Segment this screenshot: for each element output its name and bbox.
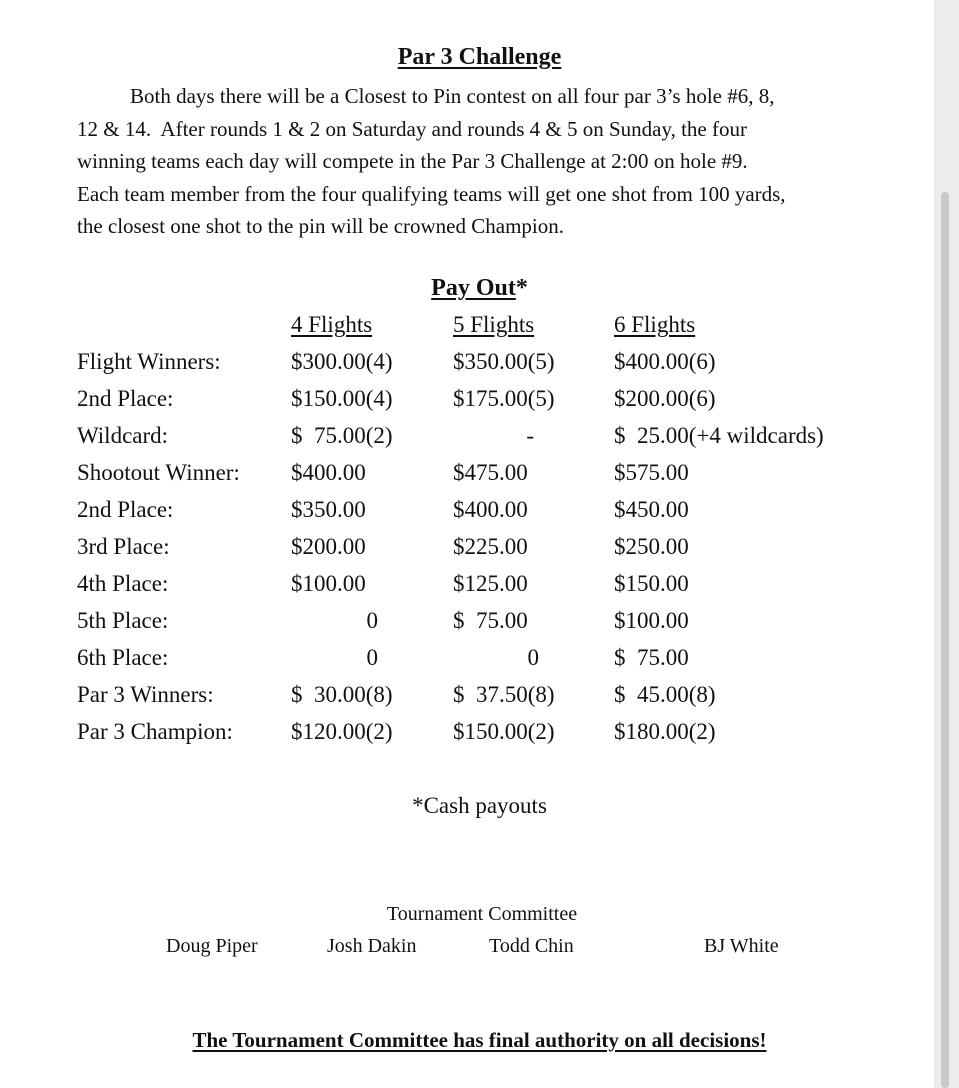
paragraph-line: Each team member from the four qualifying teams will get one shot from 100 yards, <box>77 181 786 206</box>
payout-value-5-flights: $225.00 <box>453 534 528 559</box>
payout-row <box>0 386 934 423</box>
payout-row-label: Par 3 Winners: <box>77 682 214 707</box>
payout-value-6-flights: $575.00 <box>614 460 689 485</box>
payout-value-6-flights: $400.00(6) <box>614 349 716 374</box>
payout-row <box>0 349 934 386</box>
payout-row-label: 2nd Place: <box>77 386 174 411</box>
payout-value-6-flights: $250.00 <box>614 534 689 559</box>
payout-value-5-flights: $ 37.50(8) <box>453 682 555 707</box>
payout-value-4-flights: $100.00 <box>291 571 366 596</box>
payout-value-4-flights: $150.00(4) <box>291 386 393 411</box>
payout-row <box>0 682 934 719</box>
payout-row-label: Par 3 Champion: <box>77 719 233 744</box>
payout-row <box>0 497 934 534</box>
paragraph-line: the closest one shot to the pin will be crowned Champion. <box>77 214 564 238</box>
cash-payout-note: *Cash payouts <box>412 793 547 818</box>
committee-member: Todd Chin <box>489 935 574 957</box>
payout-row-label: 2nd Place: <box>77 497 174 522</box>
vertical-scrollbar[interactable] <box>941 192 949 1088</box>
paragraph-line: Both days there will be a Closest to Pin contest on all four par 3’s hole #6, 8, <box>130 84 775 108</box>
payout-value-4-flights: $350.00 <box>291 497 366 522</box>
paragraph-line: winning teams each day will compete in the Par 3 Challenge at 2:00 on hole #9. <box>77 149 748 173</box>
payout-value-6-flights: $180.00(2) <box>614 719 716 744</box>
column-header-4-flights: 4 Flights <box>291 312 373 337</box>
payout-value-6-flights: $ 25.00(+4 wildcards) <box>614 423 824 448</box>
payout-value-4-flights: $ 75.00(2) <box>291 423 393 448</box>
payout-value-5-flights: $150.00(2) <box>453 719 555 744</box>
page-title: Par 3 Challenge <box>397 44 562 70</box>
payout-value-6-flights: $450.00 <box>614 497 689 522</box>
payout-row <box>0 460 934 497</box>
payout-row <box>0 608 934 645</box>
payout-row-label: 6th Place: <box>77 645 169 670</box>
payout-heading-text: Pay Out <box>431 275 516 301</box>
payout-row-label: Flight Winners: <box>77 349 221 374</box>
payout-value-5-flights: 0 <box>527 645 539 670</box>
payout-value-6-flights: $ 75.00 <box>614 645 689 670</box>
payout-value-5-flights: $475.00 <box>453 460 528 485</box>
committee-member: Doug Piper <box>166 935 258 957</box>
payout-row <box>0 534 934 571</box>
payout-row-label: Wildcard: <box>77 423 169 448</box>
column-header-5-flights: 5 Flights <box>453 312 535 337</box>
paragraph-line: 12 & 14. After rounds 1 & 2 on Saturday and rounds 4 & 5 on Sunday, the four <box>77 116 747 141</box>
payout-row-label: 4th Place: <box>77 571 169 596</box>
payout-value-4-flights: $400.00 <box>291 460 366 485</box>
payout-asterisk: * <box>515 275 528 301</box>
payout-heading <box>0 275 959 302</box>
payout-value-5-flights: $125.00 <box>453 571 528 596</box>
payout-row-label: Shootout Winner: <box>77 460 240 485</box>
committee-member: BJ White <box>704 935 779 957</box>
payout-value-4-flights: $120.00(2) <box>291 719 393 744</box>
payout-value-5-flights: - <box>526 423 534 448</box>
payout-value-4-flights: 0 <box>366 645 378 670</box>
committee-title: Tournament Committee <box>386 903 578 925</box>
payout-row <box>0 645 934 682</box>
column-header-6-flights: 6 Flights <box>614 312 696 337</box>
payout-row-label: 3rd Place: <box>77 534 170 559</box>
payout-value-4-flights: $300.00(4) <box>291 349 393 374</box>
payout-row-label: 5th Place: <box>77 608 169 633</box>
payout-value-6-flights: $100.00 <box>614 608 689 633</box>
payout-row <box>0 571 934 608</box>
footer-notice: The Tournament Committee has final authority on all decisions! <box>192 1028 767 1052</box>
payout-value-6-flights: $ 45.00(8) <box>614 682 716 707</box>
payout-value-5-flights: $ 75.00 <box>453 608 528 633</box>
payout-value-6-flights: $200.00(6) <box>614 386 716 411</box>
payout-value-5-flights: $350.00(5) <box>453 349 555 374</box>
payout-value-4-flights: $200.00 <box>291 534 366 559</box>
rules-paragraph <box>77 80 907 243</box>
payout-value-6-flights: $150.00 <box>614 571 689 596</box>
payout-row <box>0 719 934 756</box>
payout-value-5-flights: $400.00 <box>453 497 528 522</box>
payout-value-4-flights: $ 30.00(8) <box>291 682 393 707</box>
payout-value-5-flights: $175.00(5) <box>453 386 555 411</box>
committee-member: Josh Dakin <box>327 935 417 957</box>
payout-row <box>0 423 934 460</box>
payout-value-4-flights: 0 <box>366 608 378 633</box>
